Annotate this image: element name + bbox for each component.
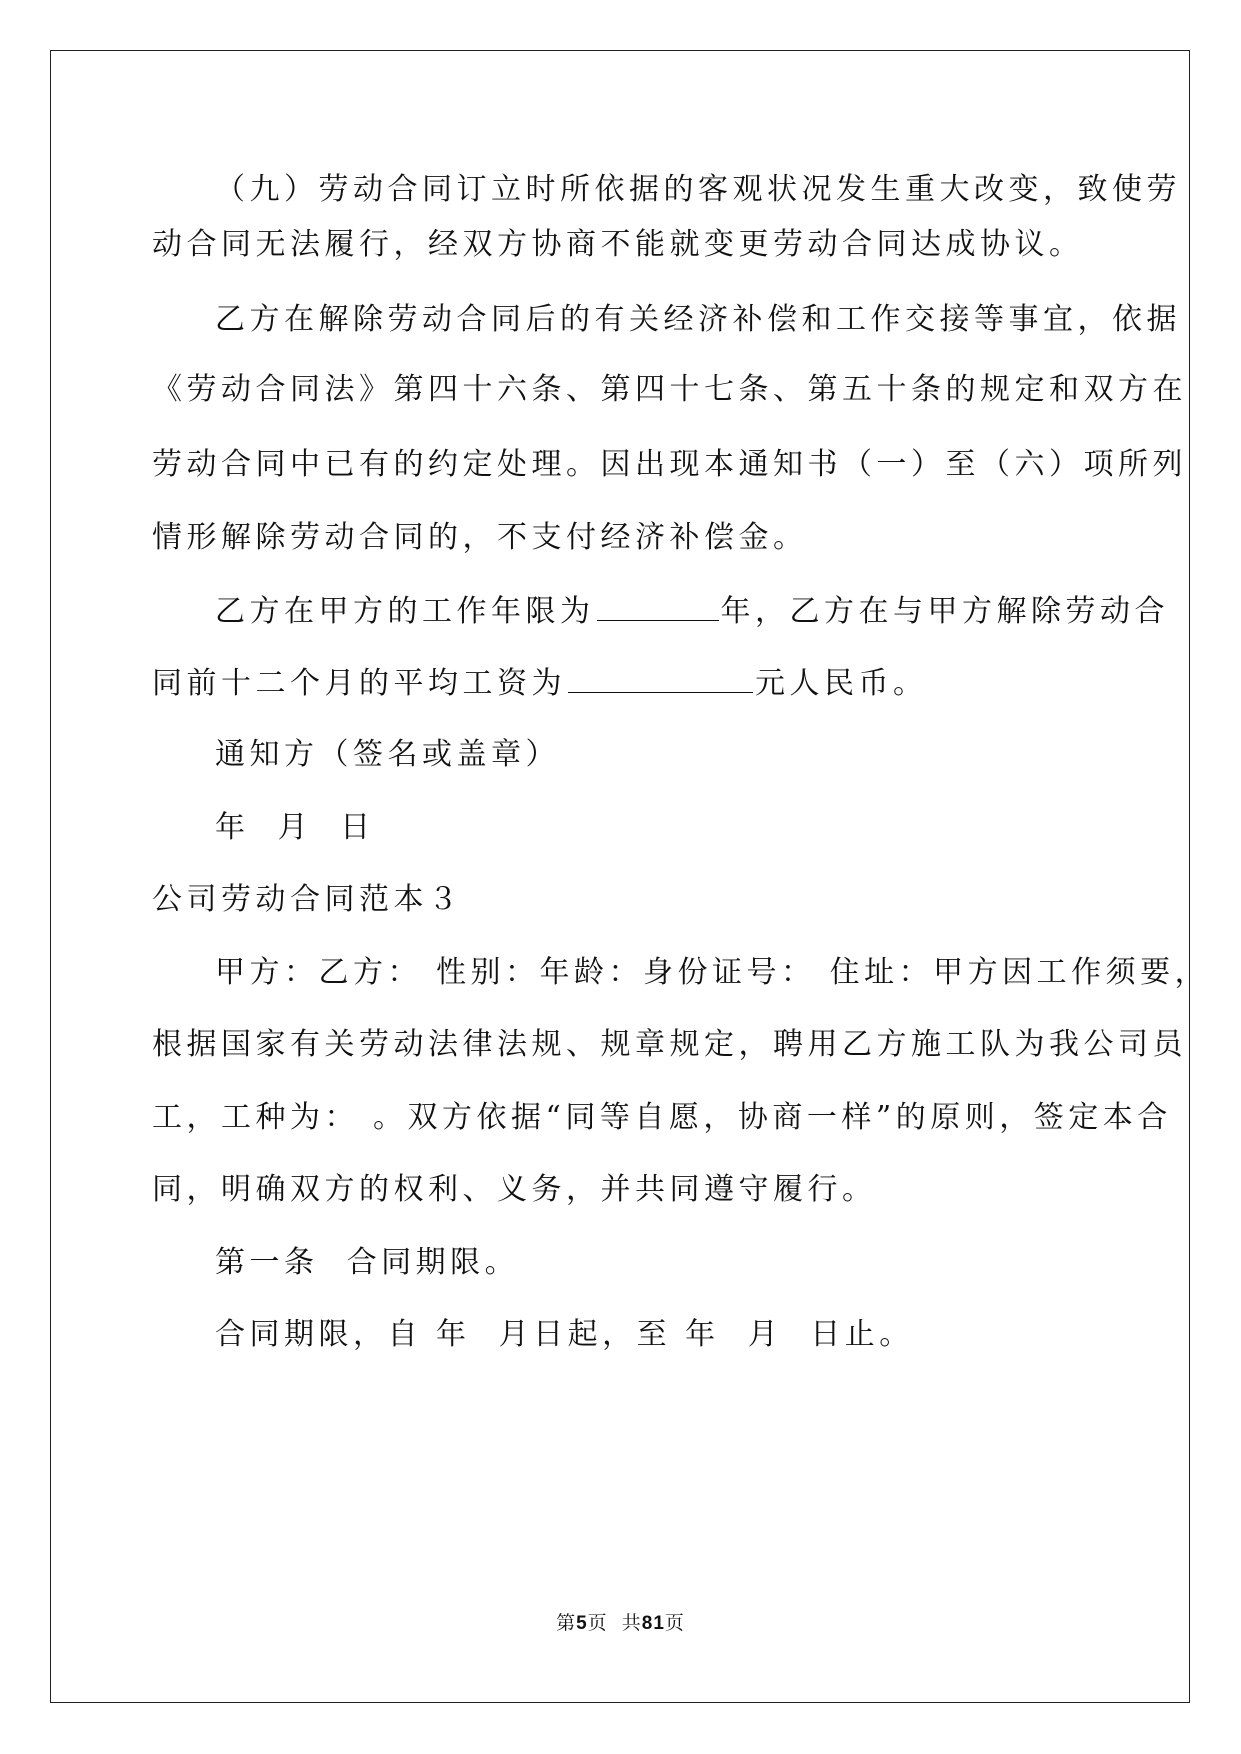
- avg-wage-line: [152, 662, 928, 702]
- text-line: 情形解除劳动合同的，不支付经济补偿金。: [152, 520, 808, 555]
- text-line: 乙方在解除劳动合同后的有关经济补偿和工作交接等事宜，依据: [215, 302, 1181, 337]
- text-line: 动合同无法履行，经双方协商不能就变更劳动合同达成协议。: [152, 227, 1084, 262]
- total-pages: 81: [641, 1613, 665, 1634]
- text-line: 根据国家有关劳动法律法规、规章规定，聘用乙方施工队为我公司员: [152, 1027, 1187, 1062]
- page-mid: 页 共: [587, 1612, 642, 1634]
- date-line: 年 月 日: [215, 810, 375, 845]
- page-suffix: 页: [664, 1612, 685, 1634]
- avg-wage-blank: [568, 662, 753, 693]
- page-prefix: 第: [556, 1612, 577, 1634]
- page-footer: [0, 1608, 1241, 1635]
- signature-line: 通知方（签名或盖章）: [215, 737, 560, 772]
- text-line: 同，明确双方的权利、义务，并共同遵守履行。: [152, 1172, 877, 1207]
- text-line: 劳动合同中已有的约定处理。因出现本通知书（一）至（六）项所列: [152, 447, 1187, 482]
- page-border: [50, 50, 1190, 1703]
- article-heading: 第一条 合同期限。: [215, 1245, 520, 1280]
- text-line: 工，工种为： 。双方依据“同等自愿，协商一样”的原则，签定本合: [152, 1100, 1172, 1135]
- work-years-prefix: 乙方在甲方的工作年限为: [215, 594, 595, 629]
- page-number: 5: [576, 1613, 588, 1634]
- text-line: （九）劳动合同订立时所依据的客观状况发生重大改变，致使劳: [215, 172, 1181, 207]
- avg-wage-prefix: 同前十二个月的平均工资为: [152, 666, 566, 701]
- work-years-line: [215, 590, 1169, 630]
- text-line: 甲方：乙方： 性别：年龄：身份证号： 住址：甲方因工作须要，: [215, 955, 1210, 990]
- work-years-blank: [597, 590, 719, 621]
- avg-wage-suffix: 元人民币。: [755, 666, 928, 701]
- text-line: 《劳动合同法》第四十六条、第四十七条、第五十条的规定和双方在: [152, 372, 1187, 407]
- section-title: 公司劳动合同范本３: [152, 882, 463, 917]
- work-years-suffix: 年，乙方在与甲方解除劳动合: [720, 594, 1169, 629]
- text-line: 合同期限，自 年 月日起，至 年 月 日止。: [215, 1317, 914, 1352]
